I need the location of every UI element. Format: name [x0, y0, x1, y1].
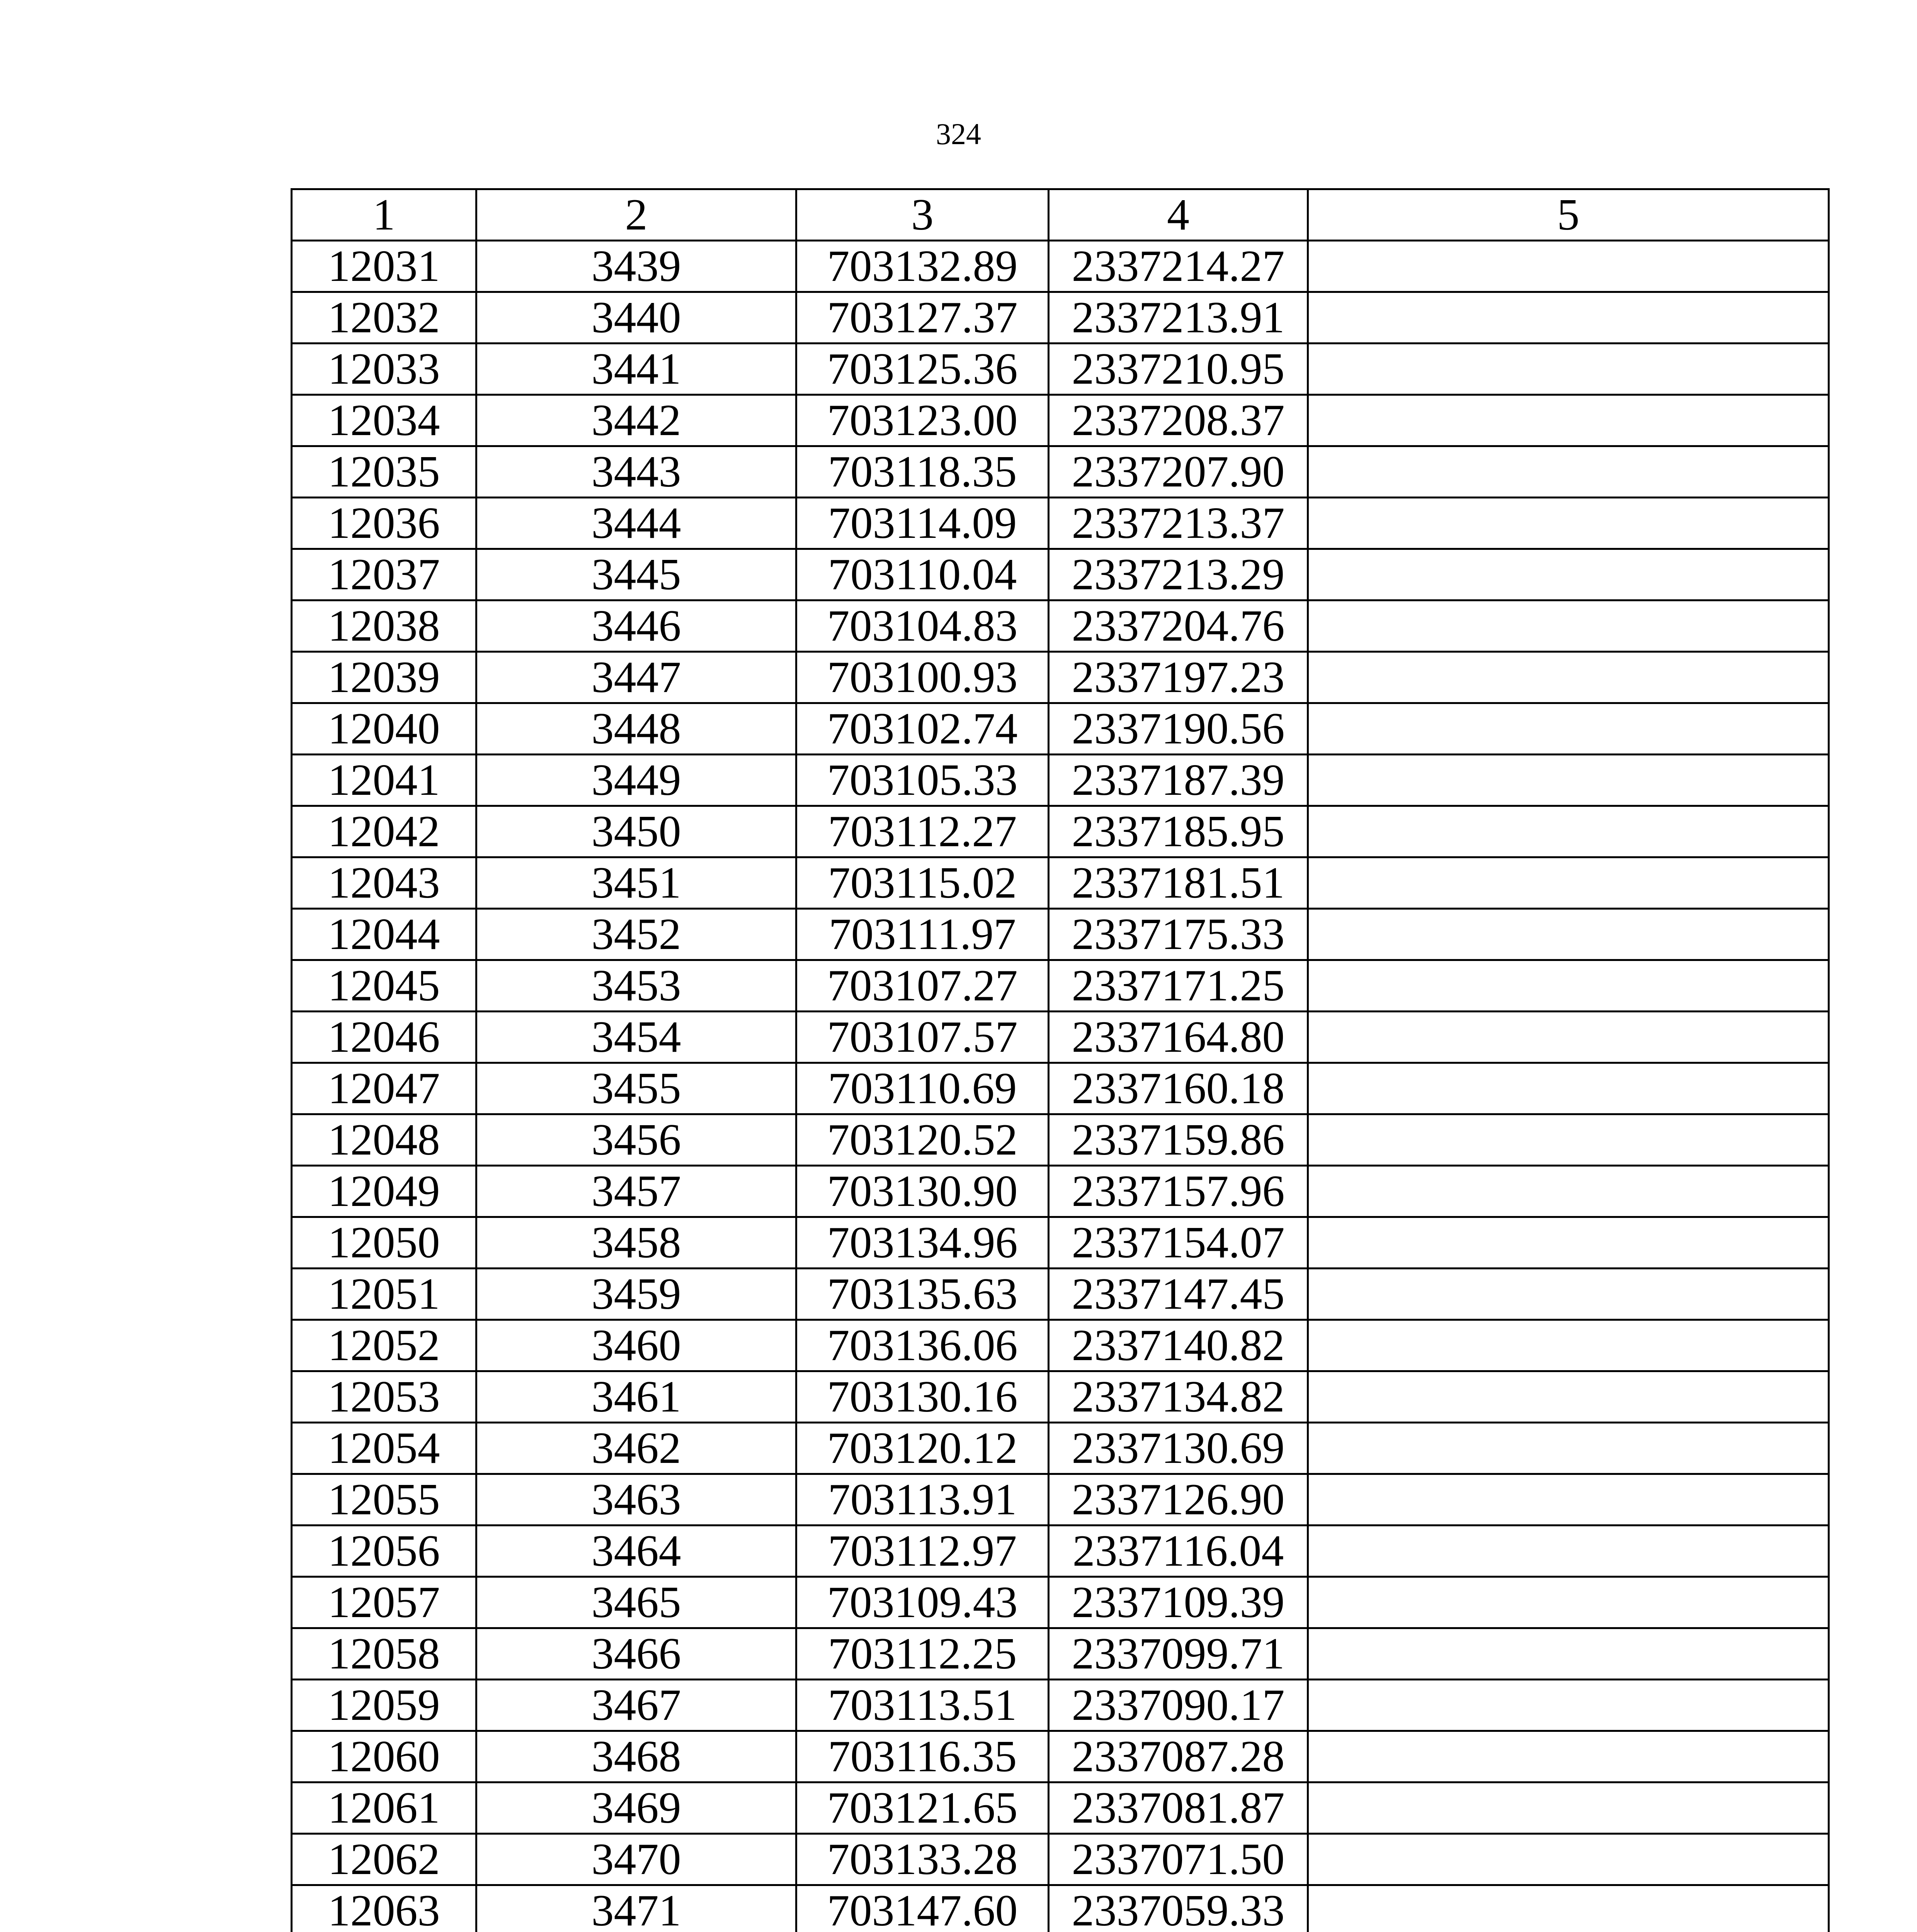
table-cell-col-1: 12031 [292, 241, 476, 292]
table-row [292, 498, 1829, 549]
table-cell-col-2: 3445 [476, 549, 796, 600]
table-cell-col-1: 12059 [292, 1680, 476, 1731]
table-cell-col-5 [1308, 1012, 1829, 1063]
table-cell-col-4: 2337187.39 [1049, 755, 1308, 806]
table-cell-col-3: 703125.36 [796, 344, 1049, 395]
column-header-2: 2 [476, 189, 796, 241]
table-cell-col-5 [1308, 1731, 1829, 1782]
table-cell-col-2: 3450 [476, 806, 796, 857]
table-cell-col-3: 703104.83 [796, 600, 1049, 652]
table-cell-col-5 [1308, 1423, 1829, 1474]
table-cell-col-2: 3469 [476, 1782, 796, 1834]
table-cell-col-1: 12037 [292, 549, 476, 600]
table-cell-col-1: 12063 [292, 1885, 476, 1932]
table-cell-col-2: 3462 [476, 1423, 796, 1474]
table-cell-col-2: 3463 [476, 1474, 796, 1526]
table-cell-col-4: 2337157.96 [1049, 1166, 1308, 1217]
table-cell-col-3: 703120.12 [796, 1423, 1049, 1474]
table-cell-col-3: 703114.09 [796, 498, 1049, 549]
table-cell-col-5 [1308, 1474, 1829, 1526]
table-cell-col-4: 2337213.29 [1049, 549, 1308, 600]
table-cell-col-2: 3441 [476, 344, 796, 395]
table-cell-col-5 [1308, 1885, 1829, 1932]
table-row [292, 1885, 1829, 1932]
table-cell-col-5 [1308, 292, 1829, 344]
table-cell-col-4: 2337147.45 [1049, 1269, 1308, 1320]
table-cell-col-4: 2337185.95 [1049, 806, 1308, 857]
table-cell-col-1: 12061 [292, 1782, 476, 1834]
table-cell-col-2: 3471 [476, 1885, 796, 1932]
table-cell-col-4: 2337154.07 [1049, 1217, 1308, 1269]
table-cell-col-5 [1308, 1577, 1829, 1628]
table-cell-col-3: 703130.90 [796, 1166, 1049, 1217]
table-cell-col-5 [1308, 241, 1829, 292]
table-body [292, 241, 1829, 1932]
table-cell-col-5 [1308, 1166, 1829, 1217]
table-cell-col-2: 3447 [476, 652, 796, 703]
table-cell-col-4: 2337213.37 [1049, 498, 1308, 549]
table-cell-col-1: 12035 [292, 446, 476, 498]
table-cell-col-3: 703134.96 [796, 1217, 1049, 1269]
table-cell-col-2: 3444 [476, 498, 796, 549]
table-row [292, 1731, 1829, 1782]
table-cell-col-3: 703135.63 [796, 1269, 1049, 1320]
table-cell-col-1: 12058 [292, 1628, 476, 1680]
table-row [292, 1834, 1829, 1885]
table-cell-col-2: 3460 [476, 1320, 796, 1371]
table-cell-col-2: 3453 [476, 960, 796, 1012]
table-cell-col-1: 12046 [292, 1012, 476, 1063]
table-row [292, 549, 1829, 600]
table-cell-col-5 [1308, 1628, 1829, 1680]
table-cell-col-1: 12050 [292, 1217, 476, 1269]
table-row [292, 1680, 1829, 1731]
table-cell-col-3: 703120.52 [796, 1114, 1049, 1166]
table-cell-col-5 [1308, 446, 1829, 498]
table-cell-col-4: 2337207.90 [1049, 446, 1308, 498]
table-cell-col-1: 12036 [292, 498, 476, 549]
table-cell-col-5 [1308, 1680, 1829, 1731]
table-cell-col-1: 12053 [292, 1371, 476, 1423]
table-row [292, 292, 1829, 344]
table-row [292, 1474, 1829, 1526]
table-cell-col-1: 12047 [292, 1063, 476, 1114]
table-cell-col-3: 703107.57 [796, 1012, 1049, 1063]
table-cell-col-2: 3443 [476, 446, 796, 498]
table-cell-col-3: 703110.69 [796, 1063, 1049, 1114]
table-cell-col-5 [1308, 652, 1829, 703]
table-cell-col-3: 703105.33 [796, 755, 1049, 806]
table-cell-col-2: 3458 [476, 1217, 796, 1269]
table-cell-col-1: 12051 [292, 1269, 476, 1320]
table-cell-col-5 [1308, 498, 1829, 549]
table-cell-col-5 [1308, 909, 1829, 960]
table-row [292, 1371, 1829, 1423]
table-cell-col-5 [1308, 1526, 1829, 1577]
table-row [292, 806, 1829, 857]
table-cell-col-4: 2337081.87 [1049, 1782, 1308, 1834]
table-cell-col-5 [1308, 549, 1829, 600]
table-cell-col-4: 2337210.95 [1049, 344, 1308, 395]
table-cell-col-2: 3442 [476, 395, 796, 446]
table-cell-col-1: 12039 [292, 652, 476, 703]
column-header-5: 5 [1308, 189, 1829, 241]
table-cell-col-1: 12044 [292, 909, 476, 960]
table-cell-col-2: 3461 [476, 1371, 796, 1423]
table-cell-col-5 [1308, 755, 1829, 806]
table-cell-col-1: 12033 [292, 344, 476, 395]
table-cell-col-3: 703109.43 [796, 1577, 1049, 1628]
table-cell-col-1: 12034 [292, 395, 476, 446]
table-cell-col-5 [1308, 1114, 1829, 1166]
table-cell-col-2: 3466 [476, 1628, 796, 1680]
table-cell-col-4: 2337171.25 [1049, 960, 1308, 1012]
table-cell-col-4: 2337213.91 [1049, 292, 1308, 344]
table-row [292, 652, 1829, 703]
table-cell-col-3: 703102.74 [796, 703, 1049, 755]
table-cell-col-2: 3446 [476, 600, 796, 652]
table-cell-col-3: 703113.91 [796, 1474, 1049, 1526]
table-cell-col-4: 2337099.71 [1049, 1628, 1308, 1680]
table-cell-col-3: 703132.89 [796, 241, 1049, 292]
table-cell-col-2: 3454 [476, 1012, 796, 1063]
table-cell-col-4: 2337134.82 [1049, 1371, 1308, 1423]
table-row [292, 1577, 1829, 1628]
table-cell-col-1: 12056 [292, 1526, 476, 1577]
table-cell-col-1: 12043 [292, 857, 476, 909]
table-cell-col-2: 3456 [476, 1114, 796, 1166]
table-cell-col-2: 3439 [476, 241, 796, 292]
table-cell-col-2: 3452 [476, 909, 796, 960]
table-cell-col-3: 703112.27 [796, 806, 1049, 857]
column-header-4: 4 [1049, 189, 1308, 241]
table-cell-col-5 [1308, 1371, 1829, 1423]
table-cell-col-5 [1308, 1217, 1829, 1269]
table-cell-col-4: 2337090.17 [1049, 1680, 1308, 1731]
table-cell-col-4: 2337164.80 [1049, 1012, 1308, 1063]
table-cell-col-4: 2337197.23 [1049, 652, 1308, 703]
table-cell-col-3: 703118.35 [796, 446, 1049, 498]
table-cell-col-1: 12040 [292, 703, 476, 755]
table-row [292, 703, 1829, 755]
table-row [292, 1217, 1829, 1269]
page-number: 324 [936, 117, 981, 151]
table-row [292, 1526, 1829, 1577]
table-cell-col-5 [1308, 1782, 1829, 1834]
table-cell-col-1: 12049 [292, 1166, 476, 1217]
table-cell-col-2: 3448 [476, 703, 796, 755]
table-row [292, 1628, 1829, 1680]
table-cell-col-5 [1308, 344, 1829, 395]
table-cell-col-3: 703123.00 [796, 395, 1049, 446]
table-cell-col-4: 2337214.27 [1049, 241, 1308, 292]
table-cell-col-4: 2337175.33 [1049, 909, 1308, 960]
table-row [292, 344, 1829, 395]
table-cell-col-4: 2337181.51 [1049, 857, 1308, 909]
table-row [292, 857, 1829, 909]
table-cell-col-5 [1308, 703, 1829, 755]
table-cell-col-4: 2337208.37 [1049, 395, 1308, 446]
table-cell-col-3: 703127.37 [796, 292, 1049, 344]
table-cell-col-3: 703112.97 [796, 1526, 1049, 1577]
table-row [292, 1320, 1829, 1371]
table-cell-col-3: 703136.06 [796, 1320, 1049, 1371]
table-cell-col-3: 703112.25 [796, 1628, 1049, 1680]
table-row [292, 1166, 1829, 1217]
table-cell-col-1: 12042 [292, 806, 476, 857]
table-cell-col-3: 703116.35 [796, 1731, 1049, 1782]
table-row [292, 909, 1829, 960]
table-cell-col-4: 2337159.86 [1049, 1114, 1308, 1166]
table-row [292, 395, 1829, 446]
table-cell-col-5 [1308, 1063, 1829, 1114]
table-cell-col-2: 3470 [476, 1834, 796, 1885]
table-cell-col-4: 2337116.04 [1049, 1526, 1308, 1577]
table-cell-col-5 [1308, 960, 1829, 1012]
table-cell-col-1: 12041 [292, 755, 476, 806]
table-cell-col-5 [1308, 857, 1829, 909]
table-cell-col-3: 703100.93 [796, 652, 1049, 703]
table-cell-col-2: 3440 [476, 292, 796, 344]
table-cell-col-1: 12048 [292, 1114, 476, 1166]
table-cell-col-4: 2337140.82 [1049, 1320, 1308, 1371]
table-cell-col-3: 703133.28 [796, 1834, 1049, 1885]
table-cell-col-2: 3467 [476, 1680, 796, 1731]
table-cell-col-5 [1308, 600, 1829, 652]
table-header [292, 189, 1829, 241]
table-cell-col-2: 3455 [476, 1063, 796, 1114]
column-header-3: 3 [796, 189, 1049, 241]
table-row [292, 600, 1829, 652]
table-cell-col-1: 12060 [292, 1731, 476, 1782]
table-cell-col-4: 2337087.28 [1049, 1731, 1308, 1782]
table-cell-col-1: 12062 [292, 1834, 476, 1885]
table-cell-col-1: 12054 [292, 1423, 476, 1474]
table-cell-col-2: 3468 [476, 1731, 796, 1782]
table-cell-col-5 [1308, 1269, 1829, 1320]
table-row [292, 960, 1829, 1012]
table-cell-col-4: 2337204.76 [1049, 600, 1308, 652]
table-row [292, 1423, 1829, 1474]
table-cell-col-2: 3459 [476, 1269, 796, 1320]
header-row [292, 189, 1829, 241]
table-cell-col-3: 703113.51 [796, 1680, 1049, 1731]
table-cell-col-3: 703130.16 [796, 1371, 1049, 1423]
table-cell-col-2: 3457 [476, 1166, 796, 1217]
table-cell-col-4: 2337071.50 [1049, 1834, 1308, 1885]
table-row [292, 1269, 1829, 1320]
table-cell-col-5 [1308, 806, 1829, 857]
table-cell-col-2: 3464 [476, 1526, 796, 1577]
table-cell-col-3: 703107.27 [796, 960, 1049, 1012]
table-cell-col-1: 12052 [292, 1320, 476, 1371]
table-cell-col-1: 12045 [292, 960, 476, 1012]
table-row [292, 1063, 1829, 1114]
column-header-1: 1 [292, 189, 476, 241]
table-cell-col-3: 703110.04 [796, 549, 1049, 600]
table-cell-col-4: 2337160.18 [1049, 1063, 1308, 1114]
coordinates-table [291, 188, 1830, 1932]
table-cell-col-4: 2337190.56 [1049, 703, 1308, 755]
table-row [292, 241, 1829, 292]
table-cell-col-4: 2337126.90 [1049, 1474, 1308, 1526]
table-cell-col-3: 703147.60 [796, 1885, 1049, 1932]
table-row [292, 755, 1829, 806]
table-cell-col-3: 703115.02 [796, 857, 1049, 909]
table-cell-col-1: 12057 [292, 1577, 476, 1628]
table-cell-col-4: 2337109.39 [1049, 1577, 1308, 1628]
table-row [292, 446, 1829, 498]
table-row [292, 1012, 1829, 1063]
table-cell-col-1: 12032 [292, 292, 476, 344]
table-cell-col-1: 12055 [292, 1474, 476, 1526]
table-row [292, 1782, 1829, 1834]
table-cell-col-3: 703121.65 [796, 1782, 1049, 1834]
table-cell-col-1: 12038 [292, 600, 476, 652]
table-cell-col-5 [1308, 1320, 1829, 1371]
table-cell-col-3: 703111.97 [796, 909, 1049, 960]
table-cell-col-2: 3451 [476, 857, 796, 909]
table-cell-col-4: 2337130.69 [1049, 1423, 1308, 1474]
table-cell-col-2: 3465 [476, 1577, 796, 1628]
table-cell-col-4: 2337059.33 [1049, 1885, 1308, 1932]
table-cell-col-2: 3449 [476, 755, 796, 806]
table-row [292, 1114, 1829, 1166]
table-cell-col-5 [1308, 395, 1829, 446]
table-cell-col-5 [1308, 1834, 1829, 1885]
